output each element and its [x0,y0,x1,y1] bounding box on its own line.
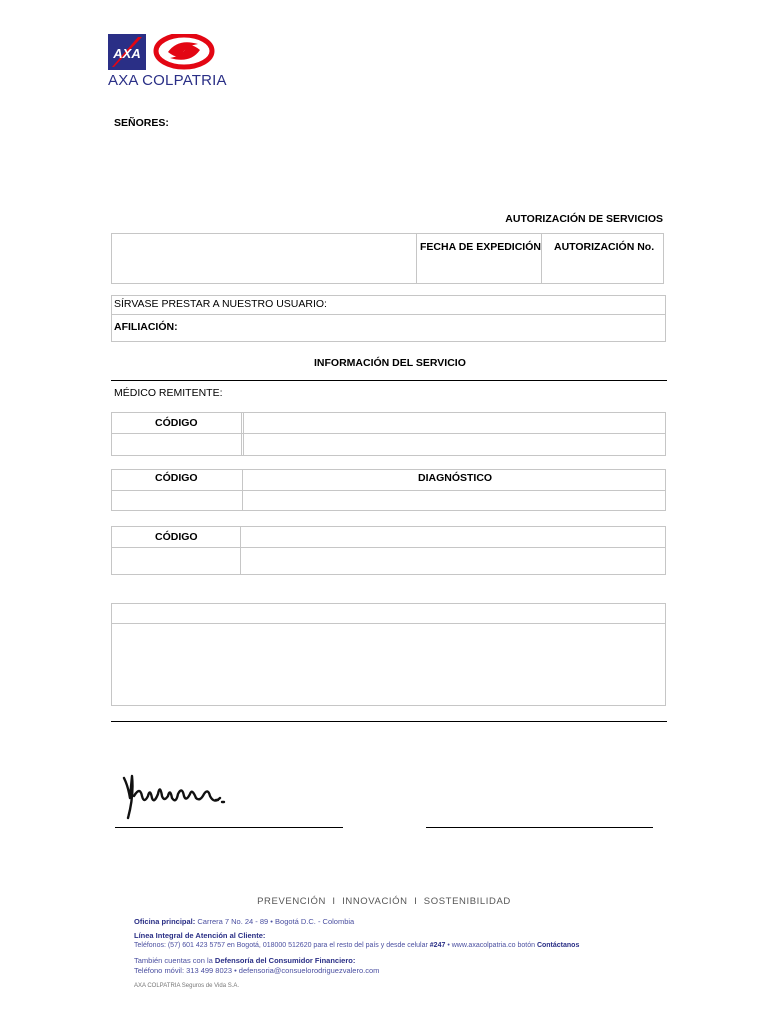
company-name: AXA COLPATRIA Seguros de Vida S.A. [134,983,240,989]
codigo-label-3: CÓDIGO [155,531,198,543]
fecha-expedicion-label: FECHA DE EXPEDICIÓN [420,241,541,253]
oficina-label: Oficina principal: [134,917,196,926]
form-title: AUTORIZACIÓN DE SERVICIOS [505,213,663,225]
axa-colpatria-logo [108,34,227,90]
linea-label: Línea Integral de Atención al Cliente: [134,931,266,940]
autorizacion-no-label: AUTORIZACIÓN No. [554,241,655,253]
movil-text: Teléfono móvil: 313 499 8023 • defensoria@consuelorodriguezvalero.com [134,966,380,975]
senores-label: SEÑORES: [114,117,169,129]
defensoria-label: Defensoría del Consumidor Financiero: [214,956,356,965]
footer-tagline: PREVENCIÓN I INNOVACIÓN I SOSTENIBILIDAD [257,896,511,907]
diagnostico-label: DIAGNÓSTICO [418,472,493,484]
divider [111,721,667,722]
logo-text: AXA COLPATRIA [108,72,227,89]
defensoria-pre: También cuentas con la [134,956,213,965]
codigo-label-1: CÓDIGO [155,417,198,429]
telefonos-text: Teléfonos: (57) 601 423 5757 en Bogotá, 018000 512620 para el resto del país y desde celular [134,942,428,949]
svg-text:AXA: AXA [113,46,141,61]
signature-line-left [115,827,343,828]
oficina-value: Carrera 7 No. 24 - 89 • Bogotá D.C. - Colombia [197,917,355,926]
observaciones-box [111,603,666,706]
medico-remitente-label: MÉDICO REMITENTE: [114,387,223,399]
code-247: #247 [429,942,446,949]
divider [111,380,667,381]
prestar-label: SÍRVASE PRESTAR A NUESTRO USUARIO: [114,298,327,310]
afiliacion-label: AFILIACIÓN: [114,321,178,333]
contactanos-link[interactable]: Contáctanos [536,942,580,949]
footer-contact [134,917,634,991]
codigo-label-2: CÓDIGO [155,472,198,484]
info-servicio-title: INFORMACIÓN DEL SERVICIO [314,357,466,369]
signature-line-right [426,827,653,828]
web-link[interactable]: • www.axacolpatria.co botón [447,942,535,949]
signature-image [120,766,232,822]
